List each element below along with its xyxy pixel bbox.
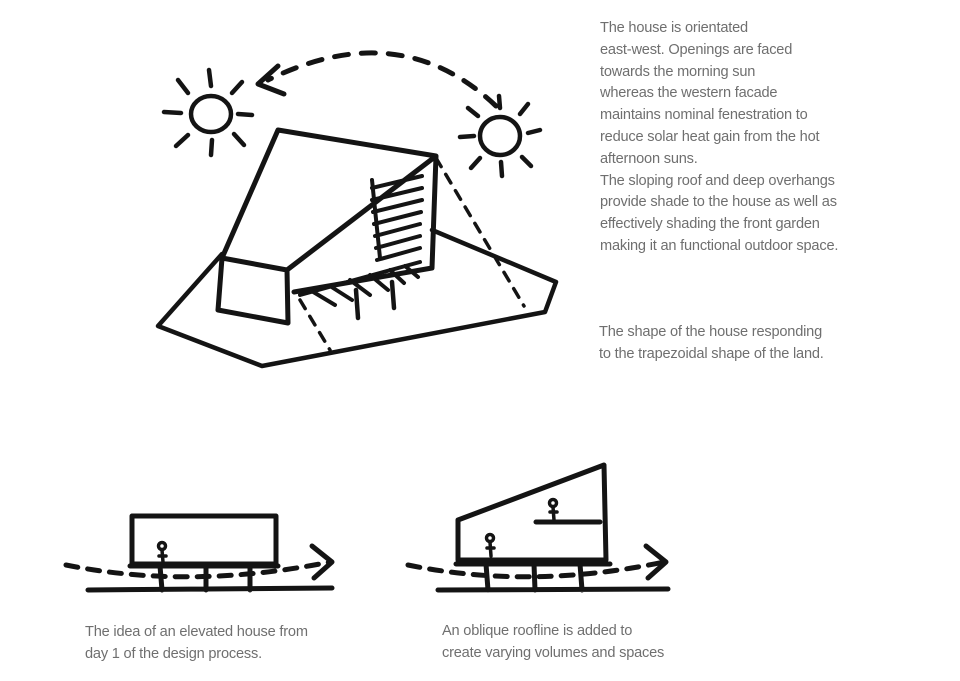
- person-icon-upper: [550, 500, 558, 521]
- axonometric-house-sketch: [158, 53, 556, 366]
- person-icon-lower: [487, 535, 495, 557]
- morning-sun-icon: [164, 70, 252, 155]
- elevated-house-section: [66, 516, 332, 590]
- elevated-house-caption: The idea of an elevated house from day 1 of the design process.: [85, 624, 308, 662]
- afternoon-sun-icon: [460, 96, 540, 176]
- oblique-roof-section: [408, 465, 668, 590]
- person-icon: [159, 543, 167, 563]
- oblique-roofline-caption: An oblique roofline is added to create varying volumes and spaces: [442, 623, 665, 661]
- orientation-note: The house is orientated east-west. Openings are faced towards the morning sun whereas the western facade maintains nominal fenestration to reduce solar heat gain from the hot afternoon suns. The sloping roof and deep overhangs provide shade to the house as well as effectively shading the front garden making it an functional outdoor space.: [600, 20, 839, 254]
- sun-path-arrow-icon: [258, 53, 496, 106]
- land-shape-note: The shape of the house responding to the trapezoidal shape of the land.: [599, 324, 824, 362]
